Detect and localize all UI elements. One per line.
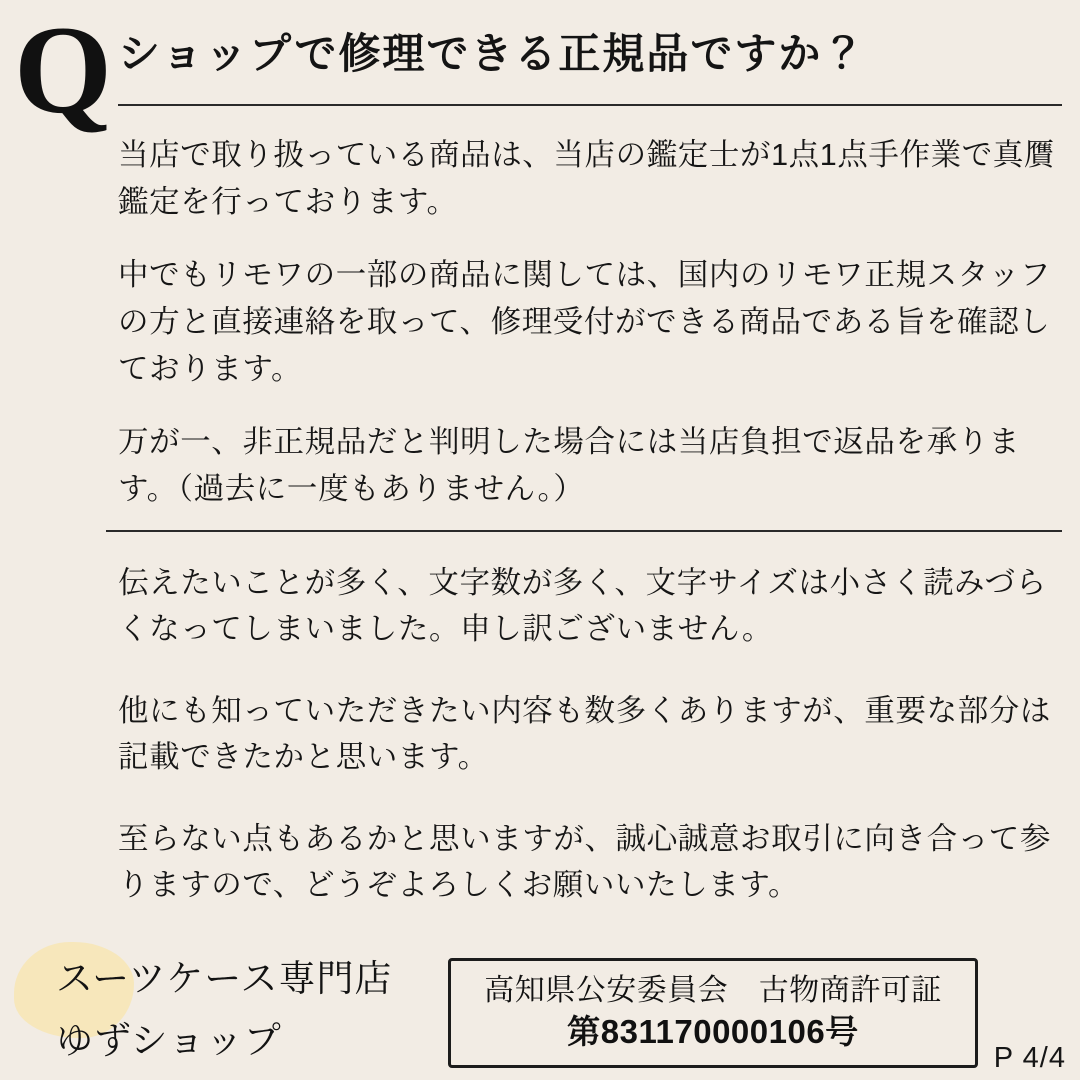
license-number: 第831170000106号 xyxy=(567,1013,859,1050)
answer-body xyxy=(118,132,1056,539)
license-badge xyxy=(448,958,978,1068)
closing-paragraph-1: 伝えたいことが多く、文字数が多く、文字サイズは小さく読みづらくなってしまいました。申し訳ございません。 xyxy=(118,566,1047,646)
question-mark-letter: Q xyxy=(14,1,111,140)
shop-name-line-1: スーツケース専門店 xyxy=(56,957,393,1000)
answer-paragraph-1: 当店で取り扱っている商品は、当店の鑑定士が1点1点手作業で真贋鑑定を行っております。 xyxy=(118,138,1056,219)
closing-body xyxy=(118,560,1056,944)
answer-paragraph-2: 中でもリモワの一部の商品に関しては、国内のリモワ正規スタッフの方と直接連絡を取って、修理受付ができる商品である旨を確認しております。 xyxy=(118,258,1051,386)
divider-middle xyxy=(106,530,1062,532)
page-footer xyxy=(0,930,1080,1080)
license-authority: 高知県公安委員会 古物商許可証 xyxy=(484,974,942,1007)
closing-paragraph-3: 至らない点もあるかと思いますが、誠心誠意お取引に向き合って参りますので、どうぞよろしくお願いいたします。 xyxy=(118,822,1051,902)
shop-name xyxy=(56,948,456,1072)
divider-top xyxy=(118,104,1062,106)
closing-paragraph-2: 他にも知っていただきたい内容も数多くありますが、重要な部分は記載できたかと思います。 xyxy=(118,694,1051,774)
question-header xyxy=(0,0,1080,140)
shop-name-line-2: ゆずショップ xyxy=(56,1019,282,1062)
page-number: P 4/4 xyxy=(993,1042,1066,1074)
answer-paragraph-3: 万が一、非正規品だと判明した場合には当店負担で返品を承ります。（過去に一度もありません。） xyxy=(118,425,1020,506)
page-title: ショップで修理できる正規品ですか？ xyxy=(118,30,867,77)
